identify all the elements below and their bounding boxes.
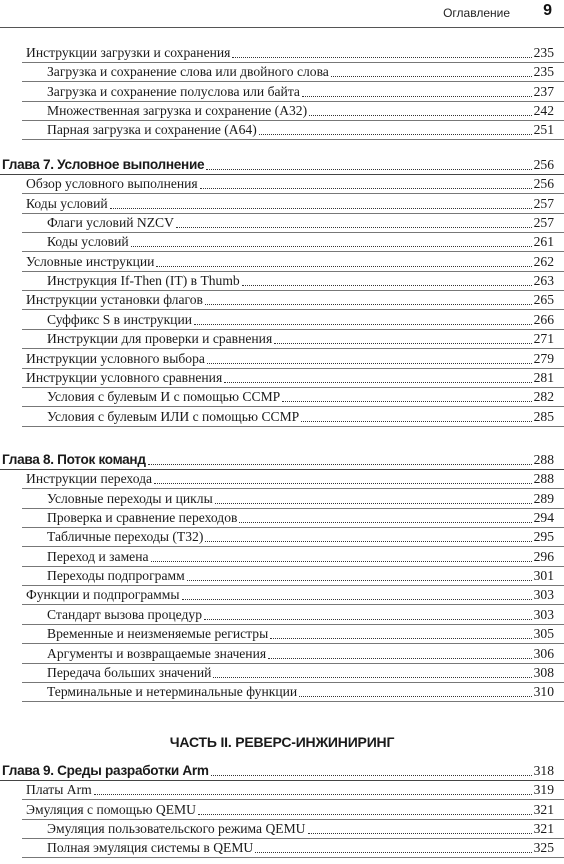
toc-entry-page: 256 bbox=[533, 157, 554, 172]
dot-leader bbox=[308, 833, 532, 834]
toc-entry-title: Табличные переходы (T32) bbox=[47, 529, 204, 545]
dot-leader bbox=[274, 343, 531, 344]
toc-entry-title: Инструкции условного сравнения bbox=[26, 369, 223, 385]
toc-entry-title: Функции и подпрограммы bbox=[26, 587, 180, 603]
toc-entry-page: 235 bbox=[533, 64, 554, 80]
dot-leader bbox=[187, 580, 532, 581]
toc-entry-title: Инструкции загрузки и сохранения bbox=[26, 45, 231, 60]
dot-leader bbox=[255, 852, 531, 853]
toc-entry-row[interactable] bbox=[22, 546, 564, 567]
dot-leader bbox=[270, 638, 531, 639]
toc-entry-title: Переходы подпрограмм bbox=[47, 568, 185, 584]
toc-entry-title: Условия с булевым И с помощью CCMP bbox=[47, 389, 281, 405]
dot-leader bbox=[176, 227, 532, 228]
toc-entry-page: 235 bbox=[533, 45, 554, 60]
dot-leader bbox=[205, 541, 531, 542]
toc-entry-row[interactable] bbox=[22, 681, 564, 702]
toc-entry-page: 308 bbox=[533, 664, 554, 680]
toc-entry-row[interactable] bbox=[22, 406, 564, 427]
toc-entry-row[interactable] bbox=[22, 212, 564, 233]
toc-entry-page: 305 bbox=[533, 626, 554, 642]
toc-entry-page: 266 bbox=[533, 311, 554, 327]
toc-entry-title: Аргументы и возвращаемые значения bbox=[47, 645, 267, 661]
toc-entry-page: 256 bbox=[533, 176, 554, 192]
toc-entry-row[interactable] bbox=[22, 348, 564, 369]
toc-entry-title: Эмуляция пользовательского режима QEMU bbox=[47, 821, 306, 837]
toc-entry-page: 306 bbox=[533, 645, 554, 661]
toc-entry-page: 262 bbox=[533, 253, 554, 269]
toc-entry-title: Инструкции условного выбора bbox=[26, 350, 205, 366]
toc-entry-row[interactable] bbox=[22, 61, 564, 82]
toc-entry-row[interactable] bbox=[22, 526, 564, 547]
toc-entry-row[interactable] bbox=[22, 488, 564, 509]
dot-leader bbox=[302, 96, 532, 97]
toc-entry-row[interactable] bbox=[22, 799, 564, 820]
toc-entry-row[interactable] bbox=[22, 42, 564, 63]
toc-entry-row[interactable] bbox=[22, 565, 564, 586]
toc-entry-row[interactable] bbox=[22, 584, 564, 605]
toc-entry-title: Суффикс S в инструкции bbox=[47, 311, 193, 327]
toc-entry-title: Флаги условий NZCV bbox=[47, 215, 174, 231]
dot-leader bbox=[268, 658, 531, 659]
toc-entry-row[interactable] bbox=[22, 173, 564, 194]
toc-entry-title: Эмуляция с помощью QEMU bbox=[26, 801, 196, 817]
toc-entry-page: 263 bbox=[533, 273, 554, 289]
toc-entry-title: Стандарт вызова процедур bbox=[47, 606, 203, 622]
toc-entry-page: 318 bbox=[533, 763, 554, 778]
toc-entry-row[interactable] bbox=[22, 386, 564, 407]
dot-leader bbox=[259, 134, 532, 135]
toc-entry-row[interactable] bbox=[22, 468, 564, 489]
toc-entry-title: Загрузка и сохранение слова или двойного слова bbox=[47, 64, 329, 80]
dot-leader bbox=[299, 696, 531, 697]
toc-entry-page: 271 bbox=[533, 331, 554, 347]
dot-leader bbox=[232, 57, 531, 58]
toc-entry-row[interactable] bbox=[22, 507, 564, 528]
toc-entry-title: Условия с булевым ИЛИ с помощью CCMP bbox=[47, 408, 300, 424]
toc-entry-page: 237 bbox=[533, 83, 554, 99]
toc-entry-row[interactable] bbox=[22, 818, 564, 839]
dot-leader bbox=[215, 503, 532, 504]
toc-entry-title: Инструкция If-Then (IT) в Thumb bbox=[47, 273, 240, 289]
toc-entry-page: 261 bbox=[533, 234, 554, 250]
dot-leader bbox=[207, 363, 532, 364]
toc-entry-title: Обзор условного выполнения bbox=[26, 176, 198, 192]
toc-entry-title: Загрузка и сохранение полуслова или байта bbox=[47, 83, 300, 99]
toc-entry-row[interactable] bbox=[22, 623, 564, 644]
toc-entry-page: 289 bbox=[533, 490, 554, 506]
toc-entry-page: 257 bbox=[533, 215, 554, 231]
toc-entry-row[interactable] bbox=[22, 643, 564, 664]
toc-chapter-row[interactable] bbox=[0, 449, 564, 470]
toc-entry-page: 282 bbox=[533, 389, 554, 405]
toc-entry-page: 295 bbox=[533, 529, 554, 545]
toc-entry-page: 325 bbox=[533, 840, 554, 856]
toc-entry-page: 251 bbox=[533, 122, 554, 138]
dot-leader bbox=[282, 401, 531, 402]
dot-leader bbox=[154, 483, 532, 484]
toc-entry-page: 296 bbox=[533, 548, 554, 564]
toc-entry-title: Передача больших значений bbox=[47, 664, 212, 680]
toc-entry-page: 294 bbox=[533, 510, 554, 526]
dot-leader bbox=[206, 169, 531, 170]
toc-entry-title: Условные переходы и циклы bbox=[47, 490, 213, 506]
toc-entry-page: 285 bbox=[533, 408, 554, 424]
toc-entry-title: Инструкции для проверки и сравнения bbox=[47, 331, 273, 347]
toc-entry-row[interactable] bbox=[22, 309, 564, 330]
toc-entry-title: Глава 8. Поток команд bbox=[2, 452, 146, 467]
toc-entry-row[interactable] bbox=[22, 289, 564, 310]
dot-leader bbox=[205, 304, 532, 305]
dot-leader bbox=[213, 677, 531, 678]
toc-entry-row[interactable] bbox=[22, 100, 564, 121]
dot-leader bbox=[239, 522, 531, 523]
dot-leader bbox=[224, 382, 531, 383]
toc-entry-row[interactable] bbox=[22, 231, 564, 252]
toc-entry-page: 288 bbox=[533, 452, 554, 467]
toc-entry-row[interactable] bbox=[22, 837, 564, 858]
dot-leader bbox=[110, 208, 532, 209]
toc-entry-page: 319 bbox=[533, 782, 554, 798]
page-number: 9 bbox=[543, 2, 552, 19]
dot-leader bbox=[301, 421, 531, 422]
toc-chapter-row[interactable] bbox=[0, 760, 564, 781]
toc-entry-row[interactable] bbox=[22, 779, 564, 800]
toc-entry-row[interactable] bbox=[22, 119, 564, 140]
part-title: ЧАСТЬ II. РЕВЕРС-ИНЖИНИРИНГ bbox=[169, 734, 395, 750]
dot-leader bbox=[200, 188, 532, 189]
toc-entry-title: Переход и замена bbox=[47, 548, 149, 564]
toc-entry-page: 301 bbox=[533, 568, 554, 584]
running-head-section: Оглавление bbox=[443, 6, 510, 20]
dot-leader bbox=[194, 324, 532, 325]
dot-leader bbox=[211, 775, 532, 776]
toc-entry-title: Парная загрузка и сохранение (A64) bbox=[47, 122, 257, 138]
toc-entry-page: 279 bbox=[533, 350, 554, 366]
dot-leader bbox=[151, 561, 532, 562]
toc-entry-page: 265 bbox=[533, 292, 554, 308]
toc-entry-row[interactable] bbox=[22, 367, 564, 388]
toc-entry-page: 257 bbox=[533, 195, 554, 211]
dot-leader bbox=[182, 599, 532, 600]
toc-entry-page: 288 bbox=[533, 471, 554, 487]
toc-entry-row[interactable] bbox=[22, 270, 564, 291]
toc-chapter-row[interactable] bbox=[0, 154, 564, 175]
toc-entry-title: Проверка и сравнение переходов bbox=[47, 510, 238, 526]
dot-leader bbox=[309, 115, 531, 116]
toc-entry-row[interactable] bbox=[22, 328, 564, 349]
toc-entry-title: Глава 7. Условное выполнение bbox=[2, 157, 205, 172]
dot-leader bbox=[242, 285, 532, 286]
dot-leader bbox=[331, 76, 532, 77]
toc-entry-title: Условные инструкции bbox=[26, 253, 155, 269]
toc-entry-row[interactable] bbox=[22, 251, 564, 272]
toc-entry-title: Инструкции установки флагов bbox=[26, 292, 203, 308]
dot-leader bbox=[148, 464, 532, 465]
toc-entry-title: Терминальные и нетерминальные функции bbox=[47, 684, 298, 700]
toc-entry-title: Коды условий bbox=[26, 195, 108, 211]
toc-entry-row[interactable] bbox=[22, 193, 564, 214]
toc-entry-title: Полная эмуляция системы в QEMU bbox=[47, 840, 254, 856]
toc-entry-title: Платы Arm bbox=[26, 782, 92, 798]
toc-entry-page: 321 bbox=[533, 801, 554, 817]
toc-entry-page: 242 bbox=[533, 103, 554, 119]
toc-entry-title: Инструкции перехода bbox=[26, 471, 153, 487]
toc-entry-row[interactable] bbox=[22, 604, 564, 625]
toc-entry-page: 303 bbox=[533, 606, 554, 622]
toc-entry-title: Множественная загрузка и сохранение (A32) bbox=[47, 103, 308, 119]
toc-entry-title: Временные и неизменяемые регистры bbox=[47, 626, 269, 642]
toc-entry-row[interactable] bbox=[22, 81, 564, 102]
toc-entry-row[interactable] bbox=[22, 662, 564, 683]
dot-leader bbox=[131, 246, 532, 247]
toc-entry-page: 321 bbox=[533, 821, 554, 837]
dot-leader bbox=[204, 619, 532, 620]
toc-entry-page: 310 bbox=[533, 684, 554, 700]
dot-leader bbox=[94, 794, 532, 795]
toc-entry-title: Коды условий bbox=[47, 234, 129, 250]
toc-entry-title: Глава 9. Среды разработки Arm bbox=[2, 763, 209, 778]
dot-leader bbox=[156, 266, 531, 267]
dot-leader bbox=[198, 814, 532, 815]
toc-entry-page: 281 bbox=[533, 369, 554, 385]
toc-entry-page: 303 bbox=[533, 587, 554, 603]
